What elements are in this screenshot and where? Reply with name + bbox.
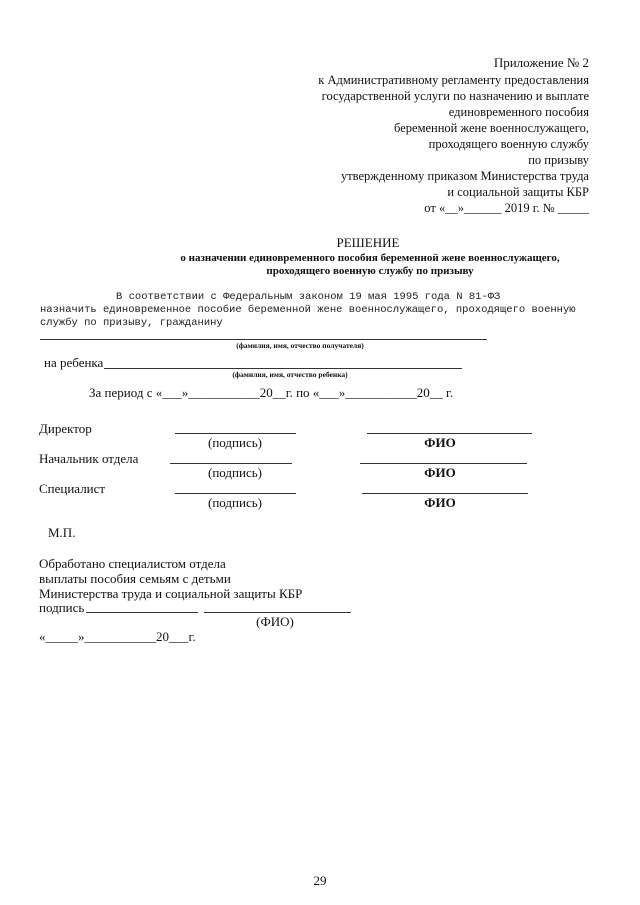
processed-line-2: выплаты пособия семьям с детьми: [39, 571, 231, 586]
recipient-name-line: [40, 339, 487, 340]
appendix-line-7: по призыву: [528, 153, 589, 167]
processed-line-1: Обработано специалистом отдела: [39, 556, 226, 571]
processed-date-line: «_____»___________20___г.: [39, 629, 196, 644]
fio-caption: ФИО: [424, 435, 456, 450]
processed-line-3: Министерства труда и социальной защиты КБР: [39, 586, 303, 601]
role-label: Специалист: [39, 481, 106, 496]
decision-subtitle-line-2: проходящего военную службу по призыву: [266, 265, 474, 277]
appendix-line-8: утвержденному приказом Министерства труда: [340, 169, 589, 183]
child-label: на ребенка: [44, 355, 104, 370]
body-text-line-3: службу по призыву, гражданину: [40, 317, 223, 329]
signature-caption: (подпись): [208, 465, 262, 480]
appendix-line-1: Приложение № 2: [493, 55, 589, 70]
appendix-line-3: государственной услуги по назначению и выплате: [321, 89, 589, 103]
appendix-line-9: и социальной защиты КБР: [447, 185, 589, 199]
stamp-label: М.П.: [48, 525, 76, 540]
appendix-line-2: к Административному регламенту предоставления: [318, 73, 589, 87]
appendix-line-5: беременной жене военнослужащего,: [394, 121, 589, 135]
appendix-line-10: от «__»______ 2019 г. № _____: [424, 201, 589, 215]
processed-signature-line: [86, 612, 198, 613]
body-text-line-2: назначить единовременное пособие беременной жене военнослужащего, проходящего военную: [40, 304, 576, 316]
fio-caption: ФИО: [424, 465, 456, 480]
processed-fio-line: [204, 612, 351, 613]
processed-sign-label: подпись: [39, 600, 85, 615]
appendix-line-6: проходящего военную службу: [428, 137, 589, 151]
processed-fio-caption: (ФИО): [256, 614, 294, 629]
signature-caption: (подпись): [208, 495, 262, 510]
role-label: Начальник отдела: [39, 451, 139, 466]
period-line: За период с «___»___________20__г. по «___»___________20__ г.: [89, 385, 454, 400]
role-label: Директор: [39, 421, 92, 436]
signature-caption: (подпись): [208, 435, 262, 450]
recipient-name-caption: (фамилия, имя, отчество получателя): [236, 341, 364, 350]
decision-subtitle-line-1: о назначении единовременного пособия беременной жене военнослужащего,: [180, 252, 560, 264]
fio-caption: ФИО: [424, 495, 456, 510]
page-number: 29: [313, 873, 327, 888]
appendix-line-4: единовременного пособия: [448, 105, 589, 119]
signature-line: [175, 433, 296, 434]
fio-line: [367, 433, 532, 434]
child-name-line: [104, 368, 462, 369]
fio-line: [360, 463, 527, 464]
signature-line: [175, 493, 296, 494]
child-name-caption: (фамилия, имя, отчество ребенка): [232, 370, 348, 379]
decision-title: РЕШЕНИЕ: [336, 235, 400, 250]
fio-line: [362, 493, 528, 494]
body-text-line-1: В соответствии с Федеральным законом 19 мая 1995 года N 81-ФЗ: [116, 291, 501, 303]
signature-line: [170, 463, 292, 464]
